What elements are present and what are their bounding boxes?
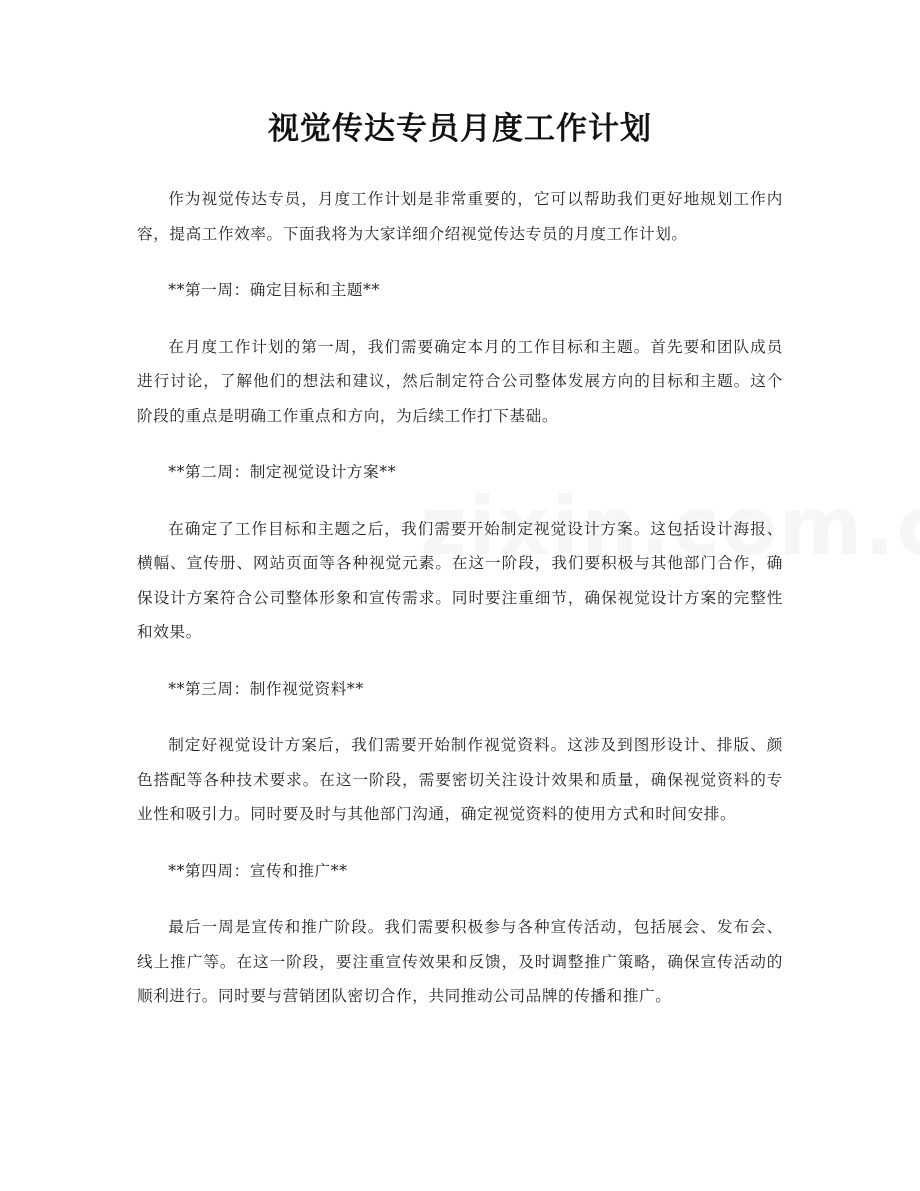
section-body-week-1: 在月度工作计划的第一周，我们需要确定本月的工作目标和主题。首先要和团队成员进行讨论，了解他们的想法和建议，然后制定符合公司整体发展方向的目标和主题。这个阶段的重点是明确工作重点和方向，为后续工作打下基础。 bbox=[137, 337, 783, 425]
section-heading-week-4: **第四周：宣传和推广** bbox=[168, 861, 348, 880]
section-body-week-4: 最后一周是宣传和推广阶段。我们需要积极参与各种宣传活动，包括展会、发布会、线上推广等。在这一阶段，要注重宣传效果和反馈，及时调整推广策略，确保宣传活动的顺利进行。同时要与营销团队密切合作，共同推动公司品牌的传播和推广。 bbox=[137, 918, 783, 1005]
section-heading-week-3: **第三周：制作视觉资料** bbox=[168, 679, 364, 698]
section-heading-week-2: **第二周：制定视觉设计方案** bbox=[168, 463, 397, 481]
section-heading-week-1: **第一周：确定目标和主题** bbox=[168, 281, 380, 299]
document-body bbox=[137, 182, 783, 1036]
section-body-week-3: 制定好视觉设计方案后，我们需要开始制作视觉资料。这涉及到图形设计、排版、颜色搭配等各种技术要求。在这一阶段，需要密切关注设计效果和质量，确保视觉资料的专业性和吸引力。同时要及时与其他部门沟通，确定视觉资料的使用方式和时间安排。 bbox=[137, 736, 783, 823]
section-body-week-2: 在确定了工作目标和主题之后，我们需要开始制定视觉设计方案。这包括设计海报、横幅、宣传册、网站页面等各种视觉元素。在这一阶段，我们要积极与其他部门合作，确保设计方案符合公司整体形象和宣传需求。同时要注重细节，确保视觉设计方案的完整性和效果。 bbox=[137, 519, 783, 641]
page-title: 视觉传达专员月度工作计划 bbox=[268, 111, 652, 147]
intro-paragraph: 作为视觉传达专员，月度工作计划是非常重要的，它可以帮助我们更好地规划工作内容，提高工作效率。下面我将为大家详细介绍视觉传达专员的月度工作计划。 bbox=[137, 190, 783, 243]
